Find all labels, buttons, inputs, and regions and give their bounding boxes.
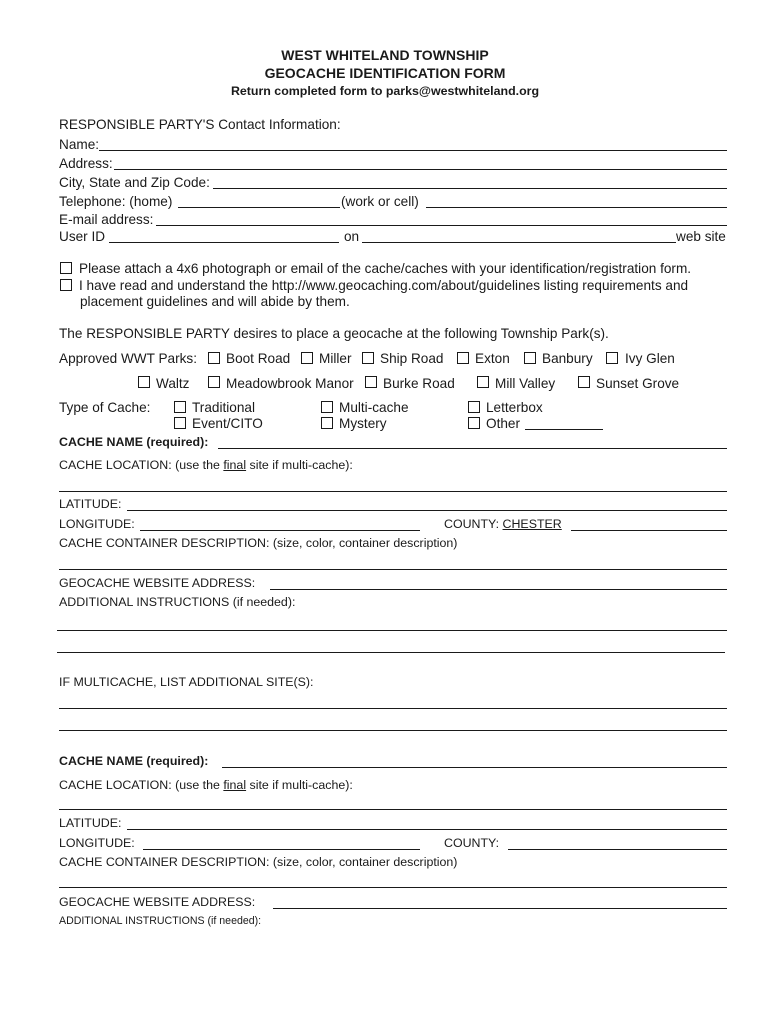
type-checkbox-traditional[interactable] [174,401,186,413]
park-label-exton: Exton [475,351,510,366]
cache1-county-value: CHESTER [502,517,562,531]
cache2-website-label: GEOCACHE WEBSITE ADDRESS: [59,895,256,909]
guidelines-text-2: placement guidelines and will abide by them. [80,294,350,309]
other-type-field[interactable] [525,429,603,430]
type-label-multi-cache: Multi-cache [339,400,409,415]
city-field[interactable] [213,188,727,189]
cache2-name-label: CACHE NAME (required): [59,754,209,768]
park-checkbox-exton[interactable] [457,352,469,364]
cache1-name-label: CACHE NAME (required): [59,435,209,449]
cache2-location-label [59,777,353,794]
work-phone-field[interactable] [426,207,727,208]
multicache-line-1[interactable] [59,708,727,709]
type-label-other: Other [486,416,520,431]
cache1-location-prefix: CACHE LOCATION: (use the [59,458,224,472]
park-checkbox-sunset-grove[interactable] [578,376,590,388]
cache1-location-suffix: site if multi-cache): [246,458,353,472]
type-label-letterbox: Letterbox [486,400,543,415]
cache1-county-label [444,516,562,533]
multicache-line-2[interactable] [59,730,727,731]
cache2-website-field[interactable] [273,908,727,909]
park-checkbox-banbury[interactable] [524,352,536,364]
return-note: Return completed form to parks@westwhiteland.org [230,84,540,98]
city-label: City, State and Zip Code: [59,175,210,190]
cache1-county-prefix: COUNTY: [444,517,503,531]
park-checkbox-mill-valley[interactable] [477,376,489,388]
park-label-banbury: Banbury [542,351,593,366]
cache1-location-final: final [223,458,247,472]
cache2-name-field[interactable] [222,767,727,768]
type-checkbox-letterbox[interactable] [468,401,480,413]
park-checkbox-ship-road[interactable] [362,352,374,364]
park-checkbox-meadowbrook-manor[interactable] [208,376,220,388]
cache1-instructions-line-2[interactable] [57,652,725,653]
park-checkbox-miller[interactable] [301,352,313,364]
cache1-container-field[interactable] [59,569,727,570]
form-title: GEOCACHE IDENTIFICATION FORM [264,65,506,81]
cache1-instructions-line-1[interactable] [57,630,727,631]
photo-checkbox[interactable] [60,262,72,274]
address-label: Address: [59,156,113,171]
userid-label: User ID [59,229,106,244]
cache1-latitude-field[interactable] [127,510,727,511]
park-checkbox-ivy-glen[interactable] [606,352,618,364]
type-checkbox-other[interactable] [468,417,480,429]
cache1-location-label [59,457,353,474]
multicache-label: IF MULTICACHE, LIST ADDITIONAL SITE(S): [59,675,314,689]
guidelines-checkbox[interactable] [60,279,72,291]
cache1-website-field[interactable] [270,589,727,590]
cache2-location-prefix: CACHE LOCATION: (use the [59,778,224,792]
cache2-container-label: CACHE CONTAINER DESCRIPTION: (size, color, container description) [59,855,458,869]
park-label-waltz: Waltz [156,376,190,391]
cache1-longitude-field[interactable] [140,530,420,531]
userid-field[interactable] [109,242,339,243]
on-label: on [344,229,360,244]
cache1-longitude-label: LONGITUDE: [59,517,135,531]
park-label-boot-road: Boot Road [226,351,291,366]
website-label: web site [676,229,726,244]
home-phone-field[interactable] [178,207,340,208]
cache2-latitude-label: LATITUDE: [59,816,122,830]
park-checkbox-waltz[interactable] [138,376,150,388]
cache1-latitude-label: LATITUDE: [59,497,122,511]
type-label-event-cito: Event/CITO [192,416,263,431]
org-title: WEST WHITELAND TOWNSHIP [281,47,489,63]
cache1-container-label: CACHE CONTAINER DESCRIPTION: (size, color, container description) [59,536,458,550]
type-label-mystery: Mystery [339,416,387,431]
park-label-ivy-glen: Ivy Glen [625,351,675,366]
photo-text: Please attach a 4x6 photograph or email of the cache/caches with your identification/registration form. [79,261,692,276]
park-label-mill-valley: Mill Valley [495,376,556,391]
cache1-website-label: GEOCACHE WEBSITE ADDRESS: [59,576,256,590]
type-checkbox-event-cito[interactable] [174,417,186,429]
type-checkbox-mystery[interactable] [321,417,333,429]
cache2-county-field[interactable] [508,849,727,850]
address-field[interactable] [114,169,727,170]
cache-type-label: Type of Cache: [59,400,151,415]
name-field[interactable] [99,150,727,151]
park-label-sunset-grove: Sunset Grove [596,376,680,391]
cache2-county-label: COUNTY: [444,836,500,850]
guidelines-text-1: I have read and understand the http://www.geocaching.com/about/guidelines listing requirements and [79,278,689,293]
park-label-burke-road: Burke Road [383,376,455,391]
cache2-instructions-label: ADDITIONAL INSTRUCTIONS (if needed): [59,915,262,927]
email-label: E-mail address: [59,212,154,227]
park-label-miller: Miller [319,351,352,366]
placement-statement: The RESPONSIBLE PARTY desires to place a geocache at the following Township Park(s). [59,326,609,341]
cache1-instructions-label: ADDITIONAL INSTRUCTIONS (if needed): [59,595,296,609]
parks-label: Approved WWT Parks: [59,351,197,366]
type-label-traditional: Traditional [192,400,255,415]
cache2-longitude-field[interactable] [143,849,420,850]
park-label-meadowbrook-manor: Meadowbrook Manor [226,376,354,391]
cache2-location-field[interactable] [59,809,727,810]
telephone-label: Telephone: (home) [59,194,173,209]
cache2-location-final: final [223,778,247,792]
park-label-ship-road: Ship Road [380,351,444,366]
cache2-longitude-label: LONGITUDE: [59,836,135,850]
cache2-container-field[interactable] [59,887,727,888]
name-label: Name: [59,137,100,152]
cache1-name-field[interactable] [218,448,727,449]
email-field[interactable] [156,225,727,226]
park-checkbox-boot-road[interactable] [208,352,220,364]
cache2-latitude-field[interactable] [127,829,727,830]
contact-heading: RESPONSIBLE PARTY'S Contact Information: [59,117,341,132]
cache1-county-field[interactable] [571,530,727,531]
cache2-location-suffix: site if multi-cache): [246,778,353,792]
website-field[interactable] [362,242,676,243]
park-checkbox-burke-road[interactable] [365,376,377,388]
type-checkbox-multi-cache[interactable] [321,401,333,413]
work-phone-label: (work or cell) [341,194,419,209]
cache1-location-field[interactable] [59,491,727,492]
